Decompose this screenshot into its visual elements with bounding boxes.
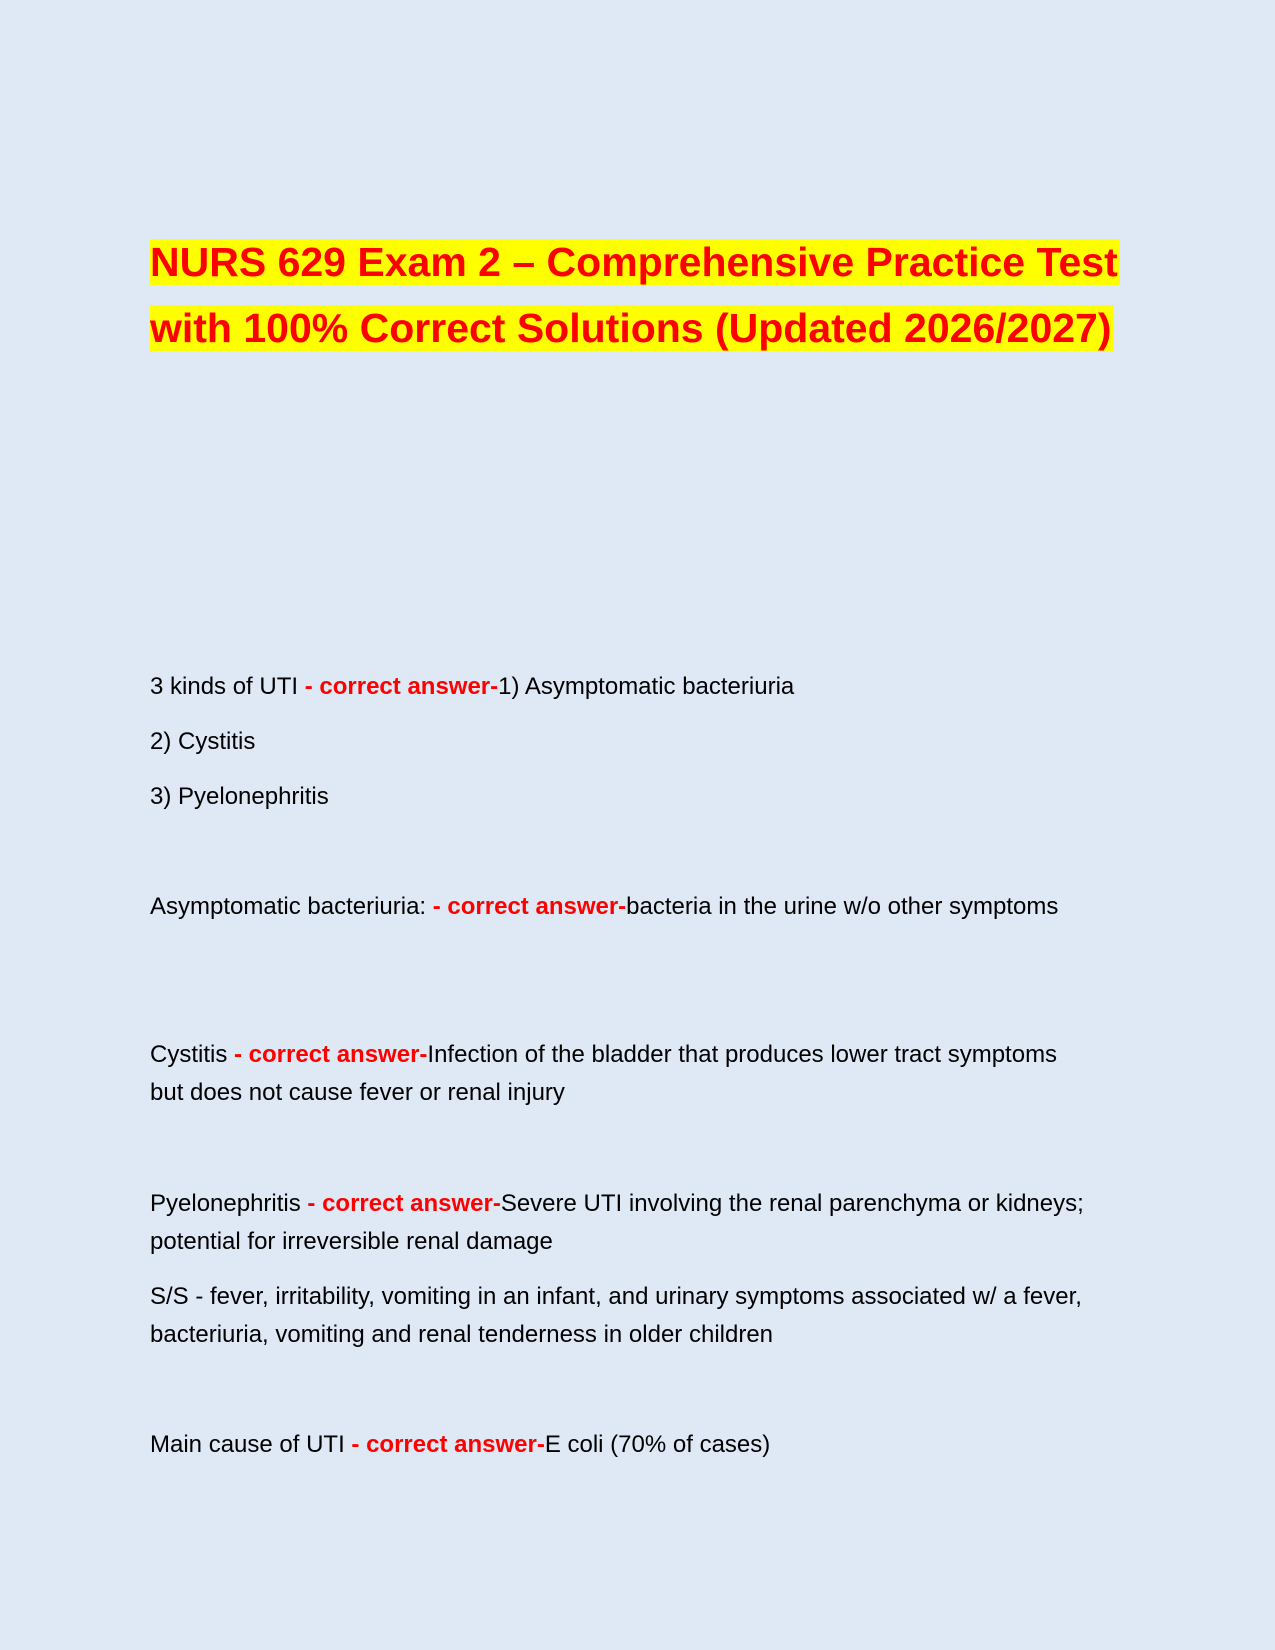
question-term: Main cause of UTI [150, 1431, 352, 1458]
signs-symptoms-text: S/S - fever, irritability, vomiting in an infant, and urinary symptoms associated w/ a fever, bacteriuria, vomiting and renal tenderness in older children [150, 1283, 1082, 1348]
answer-text: Infection of the bladder that produces lower tract symptoms but does not cause fever or renal injury [150, 1041, 1058, 1106]
qa-entry-cystitis [150, 1036, 1070, 1112]
correct-answer-marker: - correct answer- [307, 1190, 501, 1217]
qa-entry-main-cause-uti [150, 1426, 1130, 1464]
answer-continuation-line: 3) Pyelonephritis [150, 783, 329, 810]
question-term: Cystitis [150, 1041, 234, 1068]
correct-answer-marker: - correct answer- [304, 673, 499, 700]
answer-text: Severe UTI involving the renal parenchyma or kidneys; potential for irreversible renal damage [150, 1190, 1084, 1255]
qa-entry-uti-kinds [150, 668, 1130, 706]
document-title [150, 229, 1130, 361]
question-term: Pyelonephritis [150, 1190, 308, 1217]
qa-entry-pyelonephritis [150, 1185, 1090, 1261]
answer-continuation-line: 2) Cystitis [150, 728, 256, 755]
correct-answer-marker: - correct answer- [234, 1041, 428, 1068]
answer-text: bacteria in the urine w/o other symptoms [626, 893, 1059, 920]
question-term: Asymptomatic bacteriuria: [150, 893, 433, 920]
answer-text: E coli (70% of cases) [544, 1431, 771, 1458]
qa-entry-asymptomatic-bacteriuria [150, 888, 1070, 926]
answer-text: 1) Asymptomatic bacteriuria [498, 673, 795, 700]
correct-answer-marker: - correct answer- [432, 893, 627, 920]
correct-answer-marker: - correct answer- [351, 1431, 545, 1458]
question-term: 3 kinds of UTI [150, 673, 305, 700]
title-highlight: NURS 629 Exam 2 – Comprehensive Practice Test with 100% Correct Solutions (Updated 2026/2027) [150, 239, 1118, 351]
